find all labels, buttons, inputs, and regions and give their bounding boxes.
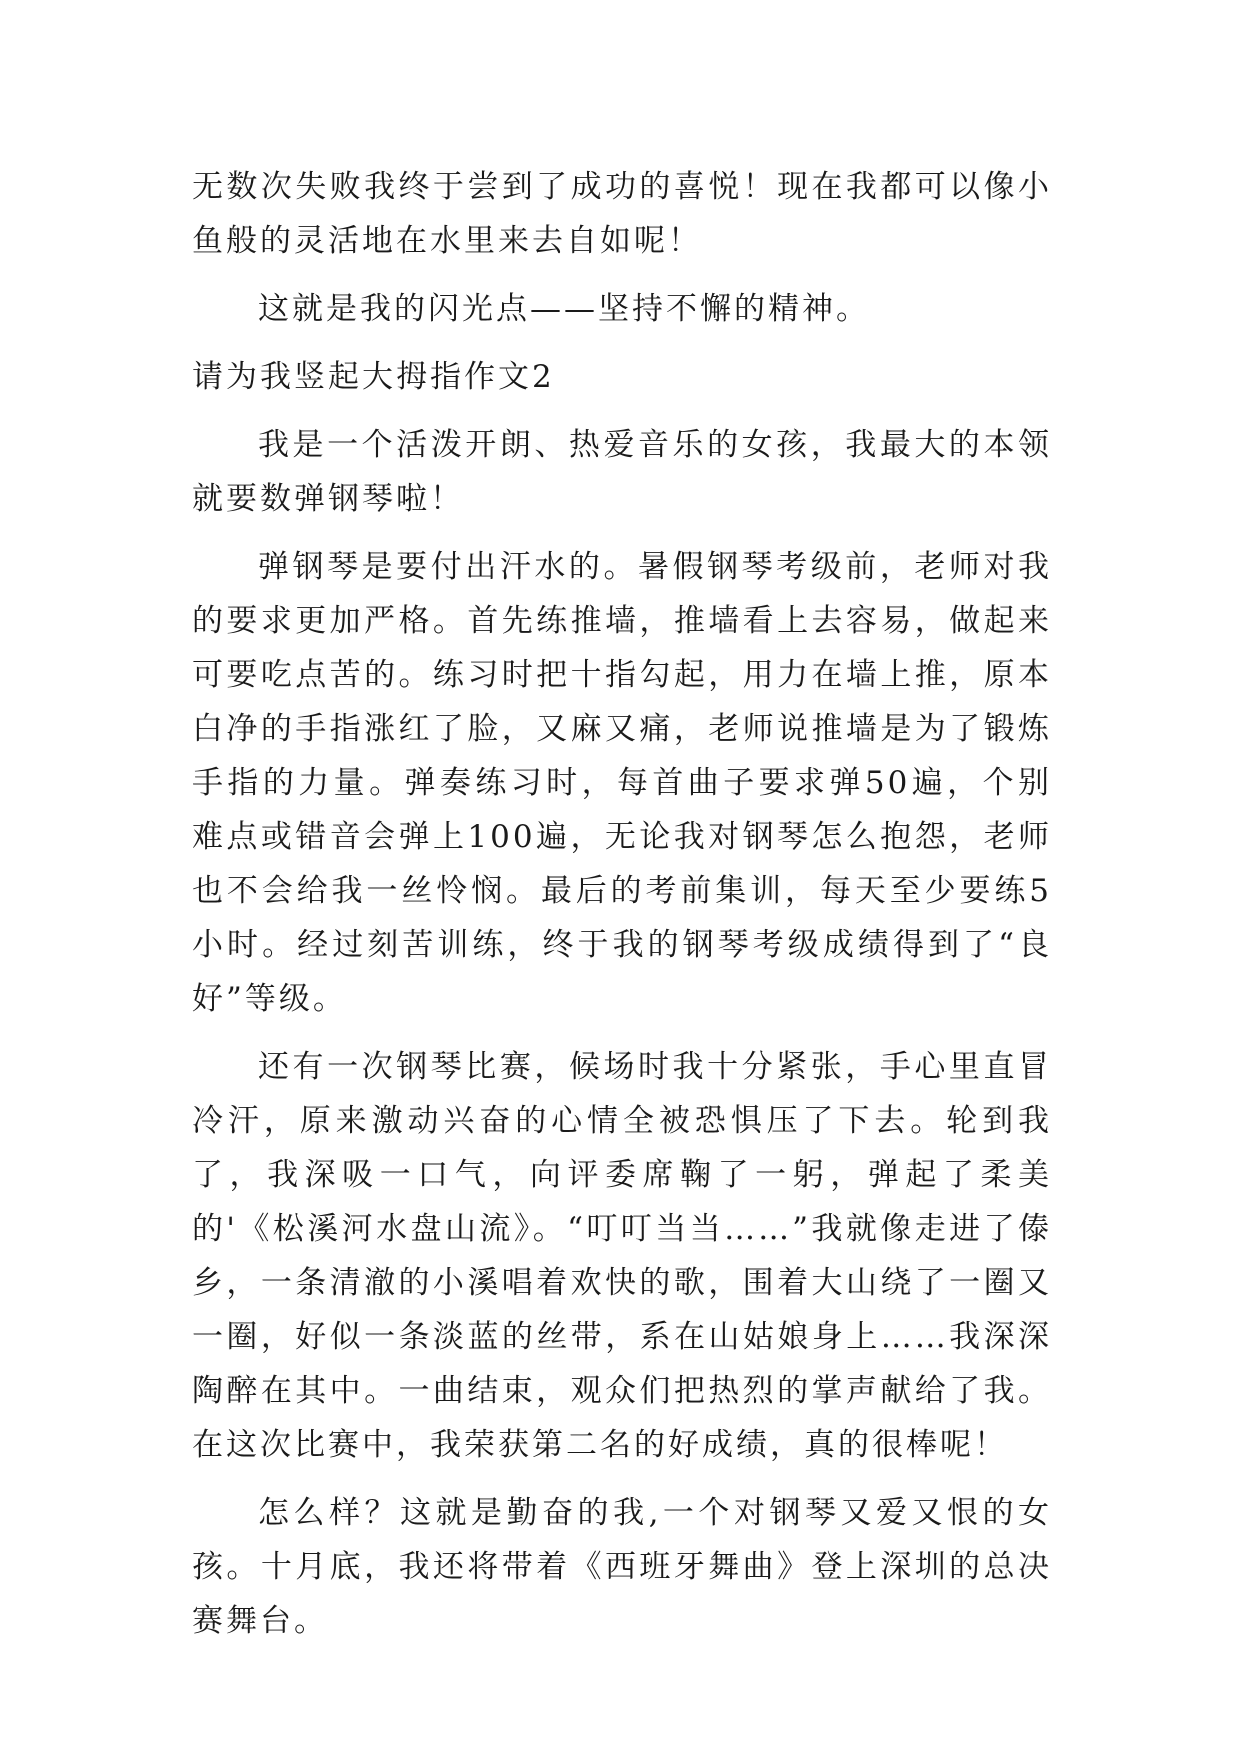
paragraph: 还有一次钢琴比赛，候场时我十分紧张，手心里直冒冷汗，原来激动兴奋的心情全被恐惧压了下去。轮到我了，我深吸一口气，向评委席鞠了一躬，弹起了柔美的'《松溪河水盘山流》。“叮叮当当……”我就像走进了傣乡，一条清澈的小溪唱着欢快的歌，围着大山绕了一圈又一圈，好似一条淡蓝的丝带，系在山姑娘身上……我深深陶醉在其中。一曲结束，观众们把热烈的掌声献给了我。在这次比赛中，我荣获第二名的好成绩，真的很棒呢！ xyxy=(192,1049,1052,1463)
paragraph: 无数次失败我终于尝到了成功的喜悦！现在我都可以像小鱼般的灵活地在水里来去自如呢！ xyxy=(192,169,1052,259)
section-heading: 请为我竖起大拇指作文2 xyxy=(192,359,555,395)
paragraph: 弹钢琴是要付出汗水的。暑假钢琴考级前，老师对我的要求更加严格。首先练推墙，推墙看上去容易，做起来可要吃点苦的。练习时把十指勾起，用力在墙上推，原本白净的手指涨红了脸，又麻又痛，老师说推墙是为了锻炼手指的力量。弹奏练习时，每首曲子要求弹50遍，个别难点或错音会弹上100遍，无论我对钢琴怎么抱怨，老师也不会给我一丝怜悯。最后的考前集训，每天至少要练5小时。经过刻苦训练，终于我的钢琴考级成绩得到了“良好”等级。 xyxy=(192,549,1052,1017)
paragraph: 这就是我的闪光点——坚持不懈的精神。 xyxy=(258,291,870,327)
document-body xyxy=(192,160,1052,1648)
paragraph: 怎么样？这就是勤奋的我,一个对钢琴又爱又恨的女孩。十月底，我还将带着《西班牙舞曲》登上深圳的总决赛舞台。 xyxy=(192,1495,1052,1639)
paragraph: 我是一个活泼开朗、热爱音乐的女孩，我最大的本领就要数弹钢琴啦！ xyxy=(192,427,1052,517)
